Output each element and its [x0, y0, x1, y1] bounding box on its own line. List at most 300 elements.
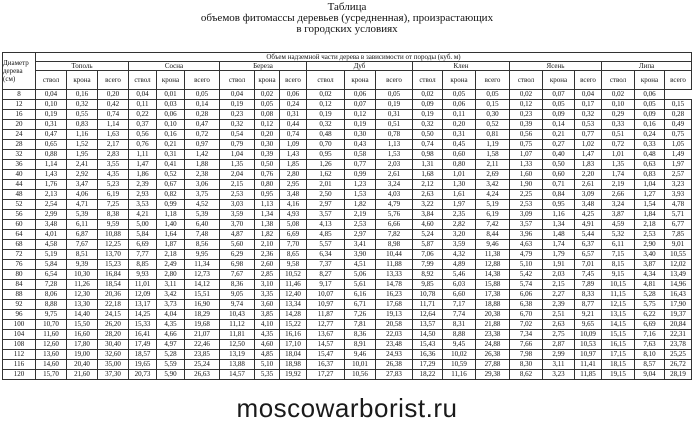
cell-maple-crown: 0,05: [443, 90, 476, 100]
cell-oak-trunk: 1,62: [307, 170, 345, 180]
cell-pine-trunk: 4,21: [129, 210, 157, 220]
cell-birch-crown: 0,95: [255, 190, 280, 200]
cell-maple-total: 3,42: [476, 180, 510, 190]
cell-oak-crown: 0,99: [345, 170, 376, 180]
cell-pine-trunk: 0,56: [129, 130, 157, 140]
cell-oak-trunk: 7,37: [307, 260, 345, 270]
cell-pine-crown: 0,41: [157, 160, 185, 170]
cell-maple-crown: 0,60: [443, 150, 476, 160]
cell-birch-crown: 5,35: [255, 370, 280, 380]
cell-ash-trunk: 5,42: [510, 270, 543, 280]
cell-oak-crown: 8,91: [345, 340, 376, 350]
cell-ash-total: 1,02: [575, 140, 602, 150]
cell-pine-total: 0,28: [185, 110, 220, 120]
cell-maple-trunk: 12,64: [413, 310, 443, 320]
cell-ash-total: 3,48: [575, 200, 602, 210]
cell-oak-total: 27,83: [376, 370, 413, 380]
cell-linden-trunk: 6,11: [602, 240, 635, 250]
cell-oak-crown: 6,16: [345, 290, 376, 300]
cell-maple-total: 27,88: [476, 360, 510, 370]
cell-birch-trunk: 10,43: [220, 310, 255, 320]
cell-linden-trunk: 2,66: [602, 190, 635, 200]
cell-birch-trunk: 13,19: [220, 350, 255, 360]
cell-linden-crown: 3,87: [635, 260, 665, 270]
cell-pine-crown: 1,64: [157, 230, 185, 240]
cell-pine-trunk: 19,65: [129, 360, 157, 370]
cell-poplar-trunk: 6,54: [36, 270, 67, 280]
cell-linden-total: 3,93: [665, 190, 692, 200]
table-row: [3, 100, 692, 110]
cell-birch-total: 4,16: [280, 200, 307, 210]
diameter-cell: 112: [3, 350, 36, 360]
cell-linden-trunk: 5,32: [602, 230, 635, 240]
cell-linden-total: 14,96: [665, 280, 692, 290]
cell-ash-total: 7,45: [575, 270, 602, 280]
cell-birch-crown: 2,85: [255, 270, 280, 280]
cell-pine-total: 1,42: [185, 150, 220, 160]
cell-pine-total: 18,29: [185, 310, 220, 320]
cell-linden-crown: 6,69: [635, 320, 665, 330]
cell-poplar-total: 7,25: [98, 200, 129, 210]
diameter-cell: 24: [3, 130, 36, 140]
cell-maple-crown: 0,45: [443, 140, 476, 150]
cell-poplar-total: 0,42: [98, 100, 129, 110]
cell-pine-total: 23,85: [185, 350, 220, 360]
cell-poplar-total: 2,17: [98, 140, 129, 150]
diameter-cell: 16: [3, 110, 36, 120]
cell-maple-total: 6,19: [476, 210, 510, 220]
diameter-cell: 40: [3, 170, 36, 180]
cell-oak-total: 4,79: [376, 200, 413, 210]
cell-oak-trunk: 6,34: [307, 250, 345, 260]
cell-ash-total: 0,32: [575, 110, 602, 120]
cell-linden-total: 0,28: [665, 110, 692, 120]
cell-pine-crown: 4,04: [157, 310, 185, 320]
cell-ash-crown: 0,71: [543, 180, 575, 190]
cell-ash-trunk: 1,07: [510, 150, 543, 160]
subheader-ash-trunk: ствол: [510, 71, 543, 90]
cell-maple-total: 29,38: [476, 370, 510, 380]
cell-pine-crown: 3,42: [157, 290, 185, 300]
cell-oak-crown: 5,06: [345, 270, 376, 280]
cell-maple-total: 1,58: [476, 150, 510, 160]
cell-linden-total: 22,31: [665, 330, 692, 340]
cell-maple-crown: 10,59: [443, 360, 476, 370]
cell-ash-total: 1,47: [575, 150, 602, 160]
cell-birch-crown: 1,38: [255, 220, 280, 230]
table-row: [3, 120, 692, 130]
cell-maple-trunk: 2,63: [413, 190, 443, 200]
cell-linden-total: 4,78: [665, 200, 692, 210]
cell-poplar-crown: 7,67: [67, 240, 98, 250]
cell-birch-total: 0,74: [280, 130, 307, 140]
cell-pine-total: 8,56: [185, 240, 220, 250]
cell-ash-total: 10,97: [575, 350, 602, 360]
cell-linden-crown: 4,34: [635, 270, 665, 280]
cell-maple-trunk: 3,22: [413, 200, 443, 210]
cell-pine-total: 3,75: [185, 190, 220, 200]
cell-poplar-crown: 13,30: [67, 300, 98, 310]
cell-birch-trunk: 6,98: [220, 260, 255, 270]
subheader-poplar-crown: крона: [67, 71, 98, 90]
cell-oak-crown: 1,82: [345, 200, 376, 210]
cell-poplar-crown: 19,00: [67, 350, 98, 360]
cell-poplar-crown: 0,55: [67, 110, 98, 120]
cell-linden-total: 25,25: [665, 350, 692, 360]
cell-linden-crown: 8,10: [635, 350, 665, 360]
cell-poplar-total: 18,54: [98, 280, 129, 290]
cell-birch-total: 6,69: [280, 230, 307, 240]
cell-poplar-trunk: 0,65: [36, 140, 67, 150]
cell-poplar-trunk: 3,48: [36, 220, 67, 230]
cell-birch-total: 17,10: [280, 340, 307, 350]
cell-linden-trunk: 0,29: [602, 110, 635, 120]
cell-ash-crown: 2,39: [543, 300, 575, 310]
cell-oak-crown: 0,43: [345, 140, 376, 150]
cell-pine-trunk: 5,84: [129, 230, 157, 240]
cell-oak-total: 26,38: [376, 360, 413, 370]
cell-ash-crown: 0,60: [543, 170, 575, 180]
cell-oak-total: 4,03: [376, 190, 413, 200]
cell-pine-crown: 5,28: [157, 350, 185, 360]
cell-oak-crown: 8,36: [345, 330, 376, 340]
cell-pine-total: 19,68: [185, 320, 220, 330]
cell-poplar-crown: 21,60: [67, 370, 98, 380]
cell-pine-total: 0,05: [185, 90, 220, 100]
cell-linden-total: 1,49: [665, 150, 692, 160]
cell-pine-trunk: 6,69: [129, 240, 157, 250]
cell-linden-total: 20,84: [665, 320, 692, 330]
cell-birch-crown: 2,36: [255, 250, 280, 260]
site-watermark: moscowarborist.ru: [236, 393, 458, 423]
cell-linden-total: 9,01: [665, 240, 692, 250]
cell-ash-total: 4,91: [575, 220, 602, 230]
cell-maple-trunk: 0,98: [413, 150, 443, 160]
cell-pine-total: 3,06: [185, 180, 220, 190]
cell-poplar-crown: 11,26: [67, 280, 98, 290]
cell-maple-total: 26,38: [476, 350, 510, 360]
diameter-cell: 44: [3, 180, 36, 190]
table-row: [3, 300, 692, 310]
cell-pine-trunk: 0,37: [129, 120, 157, 130]
diameter-cell: 8: [3, 90, 36, 100]
cell-linden-crown: 5,28: [635, 290, 665, 300]
table-title: объемов фитомассы деревьев (усредненная), произрастающих: [200, 12, 494, 24]
cell-pine-total: 5,39: [185, 210, 220, 220]
cell-maple-trunk: 8,92: [413, 270, 443, 280]
cell-maple-crown: 1,97: [443, 200, 476, 210]
diameter-cell: 48: [3, 190, 36, 200]
cell-poplar-total: 10,88: [98, 230, 129, 240]
cell-oak-total: 0,05: [376, 90, 413, 100]
cell-linden-crown: 2,90: [635, 240, 665, 250]
cell-maple-total: 2,11: [476, 160, 510, 170]
cell-linden-trunk: 13,15: [602, 310, 635, 320]
cell-pine-crown: 0,67: [157, 180, 185, 190]
cell-linden-total: 16,43: [665, 290, 692, 300]
cell-birch-trunk: 9,74: [220, 300, 255, 310]
cell-birch-trunk: 11,81: [220, 330, 255, 340]
cell-poplar-total: 6,19: [98, 190, 129, 200]
subheader-poplar-total: всего: [98, 71, 129, 90]
cell-oak-total: 24,93: [376, 350, 413, 360]
cell-birch-crown: 2,10: [255, 240, 280, 250]
cell-poplar-crown: 6,87: [67, 230, 98, 240]
diameter-cell: 20: [3, 120, 36, 130]
cell-linden-trunk: 19,15: [602, 370, 635, 380]
cell-maple-total: 11,38: [476, 250, 510, 260]
cell-maple-trunk: 15,43: [413, 340, 443, 350]
cell-maple-total: 23,38: [476, 330, 510, 340]
table-row: [3, 340, 692, 350]
cell-maple-total: 8,44: [476, 230, 510, 240]
cell-birch-trunk: 0,23: [220, 110, 255, 120]
cell-maple-crown: 2,35: [443, 210, 476, 220]
cell-maple-trunk: 4,60: [413, 220, 443, 230]
cell-oak-trunk: 0,95: [307, 150, 345, 160]
cell-birch-total: 9,58: [280, 260, 307, 270]
cell-linden-trunk: 17,15: [602, 350, 635, 360]
cell-linden-trunk: 10,15: [602, 280, 635, 290]
cell-linden-crown: 8,57: [635, 360, 665, 370]
subheader-linden-crown: крона: [635, 71, 665, 90]
cell-ash-total: 6,57: [575, 250, 602, 260]
cell-birch-total: 0,44: [280, 120, 307, 130]
cell-pine-total: 9,95: [185, 250, 220, 260]
cell-birch-crown: 3,10: [255, 280, 280, 290]
cell-maple-trunk: 0,32: [413, 120, 443, 130]
cell-poplar-trunk: 1,76: [36, 180, 67, 190]
cell-poplar-total: 12,25: [98, 240, 129, 250]
cell-ash-crown: 1,48: [543, 230, 575, 240]
cell-birch-total: 4,93: [280, 210, 307, 220]
cell-poplar-crown: 2,41: [67, 160, 98, 170]
cell-ash-total: 5,44: [575, 230, 602, 240]
cell-linden-crown: 0,63: [635, 160, 665, 170]
cell-birch-crown: 0,08: [255, 110, 280, 120]
cell-ash-trunk: 3,57: [510, 220, 543, 230]
cell-ash-total: 8,33: [575, 290, 602, 300]
cell-poplar-trunk: 8,88: [36, 300, 67, 310]
table-row: [3, 240, 692, 250]
cell-birch-total: 1,09: [280, 140, 307, 150]
cell-linden-trunk: 15,15: [602, 330, 635, 340]
table-subtitle: в городских условиях: [296, 23, 398, 35]
cell-ash-total: 6,37: [575, 240, 602, 250]
cell-maple-total: 17,38: [476, 290, 510, 300]
cell-maple-total: 1,19: [476, 140, 510, 150]
cell-pine-trunk: 18,57: [129, 350, 157, 360]
cell-pine-trunk: 0,22: [129, 110, 157, 120]
cell-oak-trunk: 15,47: [307, 350, 345, 360]
cell-birch-crown: 1,34: [255, 210, 280, 220]
cell-ash-trunk: 6,70: [510, 310, 543, 320]
cell-pine-trunk: 14,25: [129, 310, 157, 320]
cell-pine-crown: 0,21: [157, 140, 185, 150]
cell-oak-total: 0,51: [376, 120, 413, 130]
cell-birch-trunk: 4,87: [220, 230, 255, 240]
table-row: [3, 180, 692, 190]
cell-maple-trunk: 0,19: [413, 110, 443, 120]
cell-ash-trunk: 0,75: [510, 140, 543, 150]
cell-birch-crown: 0,05: [255, 100, 280, 110]
cell-linden-crown: 0,06: [635, 90, 665, 100]
cell-maple-total: 18,88: [476, 300, 510, 310]
cell-birch-total: 10,52: [280, 270, 307, 280]
cell-oak-crown: 10,56: [345, 370, 376, 380]
cell-maple-total: 20,38: [476, 310, 510, 320]
cell-maple-trunk: 10,78: [413, 290, 443, 300]
cell-poplar-crown: 12,30: [67, 290, 98, 300]
cell-birch-total: 0,06: [280, 90, 307, 100]
cell-ash-trunk: 7,98: [510, 350, 543, 360]
cell-poplar-trunk: 0,88: [36, 150, 67, 160]
cell-poplar-crown: 8,51: [67, 250, 98, 260]
cell-birch-total: 7,70: [280, 240, 307, 250]
cell-linden-total: 1,97: [665, 160, 692, 170]
table-row: [3, 360, 692, 370]
cell-poplar-trunk: 14,60: [36, 360, 67, 370]
cell-oak-trunk: 8,27: [307, 270, 345, 280]
cell-pine-crown: 4,97: [157, 340, 185, 350]
cell-oak-crown: 0,19: [345, 120, 376, 130]
cell-maple-crown: 5,46: [443, 270, 476, 280]
cell-poplar-trunk: 13,60: [36, 350, 67, 360]
cell-birch-trunk: 2,04: [220, 170, 255, 180]
cell-poplar-crown: 9,39: [67, 260, 98, 270]
cell-linden-crown: 9,04: [635, 370, 665, 380]
subheader-poplar-trunk: ствол: [36, 71, 67, 90]
cell-oak-crown: 7,81: [345, 320, 376, 330]
cell-linden-crown: 0,83: [635, 170, 665, 180]
cell-maple-trunk: 9,85: [413, 280, 443, 290]
cell-poplar-trunk: 5,84: [36, 260, 67, 270]
diameter-cell: 52: [3, 200, 36, 210]
cell-oak-crown: 0,12: [345, 110, 376, 120]
cell-pine-trunk: 1,86: [129, 170, 157, 180]
cell-poplar-trunk: 0,31: [36, 120, 67, 130]
cell-pine-total: 0,97: [185, 140, 220, 150]
table-row: [3, 280, 692, 290]
cell-linden-trunk: 1,35: [602, 160, 635, 170]
cell-oak-total: 1,53: [376, 150, 413, 160]
cell-maple-trunk: 1,31: [413, 160, 443, 170]
cell-maple-crown: 3,20: [443, 230, 476, 240]
cell-birch-crown: 0,50: [255, 160, 280, 170]
cell-pine-total: 21,07: [185, 330, 220, 340]
cell-linden-trunk: 0,33: [602, 120, 635, 130]
cell-oak-trunk: 4,13: [307, 220, 345, 230]
subheader-oak-total: всего: [376, 71, 413, 90]
subheader-oak-trunk: ствол: [307, 71, 345, 90]
cell-oak-crown: 2,19: [345, 210, 376, 220]
cell-maple-total: 2,69: [476, 170, 510, 180]
cell-poplar-total: 35,00: [98, 360, 129, 370]
cell-linden-trunk: 7,15: [602, 250, 635, 260]
cell-poplar-trunk: 4,58: [36, 240, 67, 250]
cell-poplar-total: 9,59: [98, 220, 129, 230]
cell-birch-trunk: 0,79: [220, 140, 255, 150]
cell-pine-total: 14,12: [185, 280, 220, 290]
cell-ash-crown: 0,07: [543, 90, 575, 100]
cell-poplar-total: 26,20: [98, 320, 129, 330]
cell-oak-trunk: 0,02: [307, 90, 345, 100]
cell-maple-trunk: 5,87: [413, 240, 443, 250]
cell-oak-total: 8,98: [376, 240, 413, 250]
cell-maple-total: 0,15: [476, 100, 510, 110]
cell-oak-crown: 2,53: [345, 220, 376, 230]
table-row: [3, 220, 692, 230]
cell-pine-crown: 4,35: [157, 320, 185, 330]
cell-linden-crown: 1,84: [635, 210, 665, 220]
table-row: [3, 190, 692, 200]
cell-ash-trunk: 2,25: [510, 190, 543, 200]
cell-birch-crown: 3,60: [255, 300, 280, 310]
cell-pine-crown: 3,11: [157, 280, 185, 290]
cell-birch-crown: 0,39: [255, 150, 280, 160]
cell-pine-crown: 1,87: [157, 240, 185, 250]
cell-linden-crown: 1,27: [635, 190, 665, 200]
cell-pine-total: 4,52: [185, 200, 220, 210]
diameter-cell: 12: [3, 100, 36, 110]
species-header-pine: Сосна: [129, 62, 220, 71]
cell-oak-total: 0,78: [376, 130, 413, 140]
cell-linden-trunk: 4,59: [602, 220, 635, 230]
cell-linden-total: 0,49: [665, 120, 692, 130]
cell-birch-trunk: 1,35: [220, 160, 255, 170]
cell-maple-total: 0,05: [476, 90, 510, 100]
cell-poplar-trunk: 0,04: [36, 90, 67, 100]
cell-ash-total: 0,77: [575, 130, 602, 140]
subheader-maple-trunk: ствол: [413, 71, 443, 90]
cell-poplar-trunk: 0,47: [36, 130, 67, 140]
cell-poplar-total: 5,23: [98, 180, 129, 190]
cell-oak-total: 16,23: [376, 290, 413, 300]
cell-pine-total: 1,88: [185, 160, 220, 170]
cell-oak-total: 22,03: [376, 330, 413, 340]
diameter-cell: 68: [3, 240, 36, 250]
cell-linden-trunk: 0,02: [602, 90, 635, 100]
diameter-cell: 100: [3, 320, 36, 330]
cell-maple-crown: 0,31: [443, 130, 476, 140]
cell-linden-crown: 1,54: [635, 200, 665, 210]
cell-ash-total: 10,53: [575, 340, 602, 350]
cell-linden-trunk: 1,74: [602, 170, 635, 180]
cell-birch-total: 2,80: [280, 170, 307, 180]
cell-maple-total: 9,46: [476, 240, 510, 250]
diameter-cell: 28: [3, 140, 36, 150]
table-row: [3, 330, 692, 340]
cell-birch-total: 18,04: [280, 350, 307, 360]
cell-maple-trunk: 0,74: [413, 140, 443, 150]
cell-maple-trunk: 7,99: [413, 260, 443, 270]
cell-birch-crown: 2,60: [255, 260, 280, 270]
cell-oak-trunk: 14,57: [307, 340, 345, 350]
cell-maple-crown: 10,02: [443, 350, 476, 360]
cell-oak-crown: 4,51: [345, 260, 376, 270]
cell-ash-trunk: 4,63: [510, 240, 543, 250]
cell-birch-trunk: 3,70: [220, 220, 255, 230]
cell-oak-total: 14,78: [376, 280, 413, 290]
cell-pine-crown: 5,59: [157, 360, 185, 370]
cell-maple-crown: 8,88: [443, 330, 476, 340]
cell-ash-crown: 3,11: [543, 360, 575, 370]
cell-poplar-total: 1,14: [98, 120, 129, 130]
cell-ash-trunk: 8,62: [510, 370, 543, 380]
cell-poplar-trunk: 15,70: [36, 370, 67, 380]
cell-oak-crown: 9,46: [345, 350, 376, 360]
cell-oak-trunk: 9,17: [307, 280, 345, 290]
